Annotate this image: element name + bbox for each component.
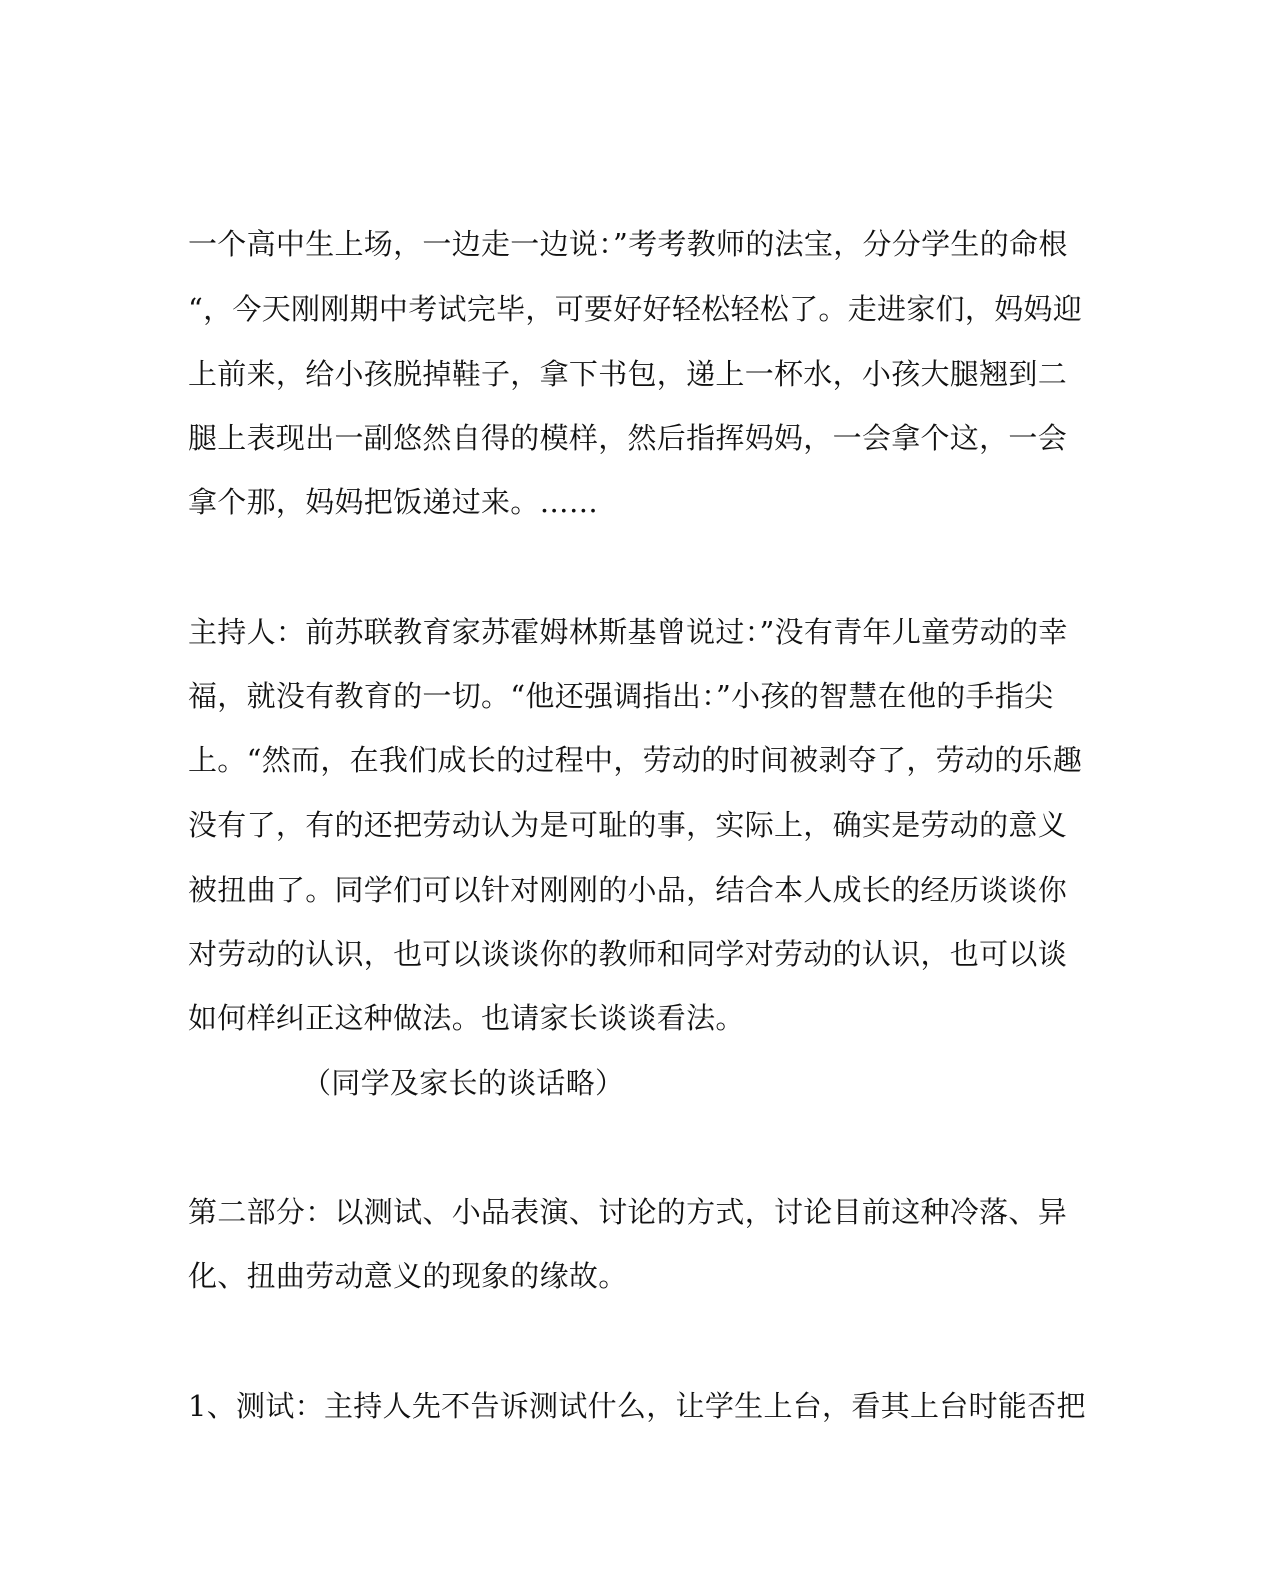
text-line: 对劳动的认识，也可以谈谈你的教师和同学对劳动的认识，也可以谈 [188, 937, 1068, 971]
text-line: 被扭曲了。同学们可以针对刚刚的小品，结合本人成长的经历谈谈你 [188, 873, 1068, 907]
text-line: 如何样纠正这种做法。也请家长谈谈看法。 [188, 1001, 745, 1035]
text-line: 第二部分：以测试、小品表演、讨论的方式，讨论目前这种冷落、异 [188, 1195, 1068, 1229]
text-line: 上。“然而，在我们成长的过程中，劳动的时间被剥夺了，劳动的乐趣 [188, 743, 1083, 777]
text-line: 拿个那，妈妈把饭递过来。…… [188, 485, 599, 519]
text-line: 上前来，给小孩脱掉鞋子，拿下书包，递上一杯水，小孩大腿翘到二 [188, 357, 1068, 391]
text-line: 化、扭曲劳动意义的现象的缘故。 [188, 1259, 628, 1293]
text-line: 一个高中生上场，一边走一边说：”考考教师的法宝，分分学生的命根 [188, 227, 1068, 261]
text-line: 1、测试：主持人先不告诉测试什么，让学生上台，看其上台时能否把 [188, 1389, 1086, 1423]
indented-note: （同学及家长的谈话略） [302, 1066, 625, 1100]
text-line: 腿上表现出一副悠然自得的模样，然后指挥妈妈，一会拿个这，一会 [188, 421, 1068, 455]
text-line: “，今天刚刚期中考试完毕，可要好好轻松轻松了。走进家们，妈妈迎 [188, 292, 1083, 326]
text-line: 没有了，有的还把劳动认为是可耻的事，实际上，确实是劳动的意义 [188, 808, 1068, 842]
text-line: 主持人：前苏联教育家苏霍姆林斯基曾说过：”没有青年儿童劳动的幸 [188, 615, 1068, 649]
text-line: 福，就没有教育的一切。“他还强调指出：”小孩的智慧在他的手指尖 [188, 679, 1054, 713]
